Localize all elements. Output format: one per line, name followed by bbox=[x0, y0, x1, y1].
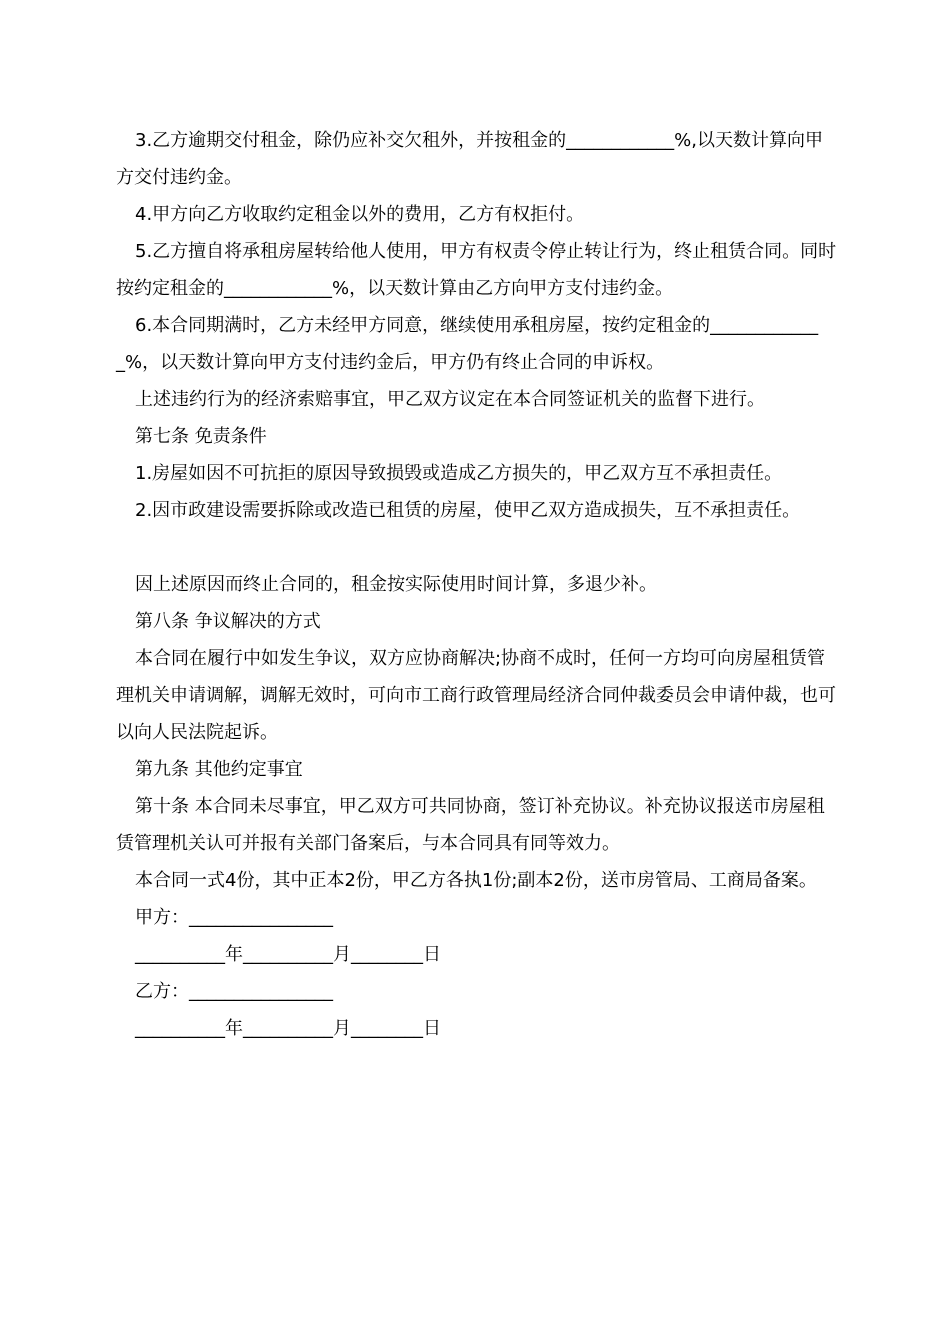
paragraph-gap bbox=[116, 529, 838, 566]
clause-dispute: 本合同在履行中如发生争议，双方应协商解决;协商不成时，任何一方均可向房屋租赁管理机关申请调解，调解无效时，可向市工商行政管理局经济合同仲裁委员会申请仲裁，也可以向人民法院起诉。 bbox=[116, 648, 836, 743]
article-9-heading: 第九条 其他约定事宜 bbox=[135, 759, 303, 780]
party-a-date: __________年__________月________日 bbox=[135, 944, 441, 965]
party-a-signature: 甲方：________________ bbox=[135, 907, 333, 928]
clause-extra-fees: 4.甲方向乙方收取约定租金以外的费用，乙方有权拒付。 bbox=[135, 204, 585, 225]
clause-overstay: 6.本合同期满时，乙方未经甲方同意，继续使用承租房屋，按约定租金的_____________%，以天数计算向甲方支付违约金后，甲方仍有终止合同的申诉权。 bbox=[116, 315, 819, 373]
article-7-heading: 第七条 免责条件 bbox=[135, 426, 267, 447]
clause-force-majeure: 1.房屋如因不可抗拒的原因导致损毁或造成乙方损失的，甲乙双方互不承担责任。 bbox=[135, 463, 783, 484]
clause-sublet: 5.乙方擅自将承租房屋转给他人使用，甲方有权责令停止转让行为，终止租赁合同。同时按约定租金的____________%，以天数计算由乙方向甲方支付违约金。 bbox=[116, 241, 837, 299]
clause-late-rent: 3.乙方逾期交付租金，除仍应补交欠租外，并按租金的____________%,以天数计算向甲方交付违约金。 bbox=[116, 130, 823, 188]
article-8-heading: 第八条 争议解决的方式 bbox=[135, 611, 321, 632]
clause-copies: 本合同一式4份，其中正本2份，甲乙方各执1份;副本2份，送市房管局、工商局备案。 bbox=[135, 870, 817, 891]
party-b-signature: 乙方：________________ bbox=[135, 981, 333, 1002]
clause-claims: 上述违约行为的经济索赔事宜，甲乙双方议定在本合同签证机关的监督下进行。 bbox=[135, 389, 765, 410]
clause-rent-settlement: 因上述原因而终止合同的，租金按实际使用时间计算，多退少补。 bbox=[135, 574, 657, 595]
article-10: 第十条 本合同未尽事宜，甲乙双方可共同协商，签订补充协议。补充协议报送市房屋租赁管理机关认可并报有关部门备案后，与本合同具有同等效力。 bbox=[116, 796, 825, 854]
party-b-date: __________年__________月________日 bbox=[135, 1018, 441, 1039]
clause-municipal: 2.因市政建设需要拆除或改造已租赁的房屋，使甲乙双方造成损失，互不承担责任。 bbox=[135, 500, 801, 521]
